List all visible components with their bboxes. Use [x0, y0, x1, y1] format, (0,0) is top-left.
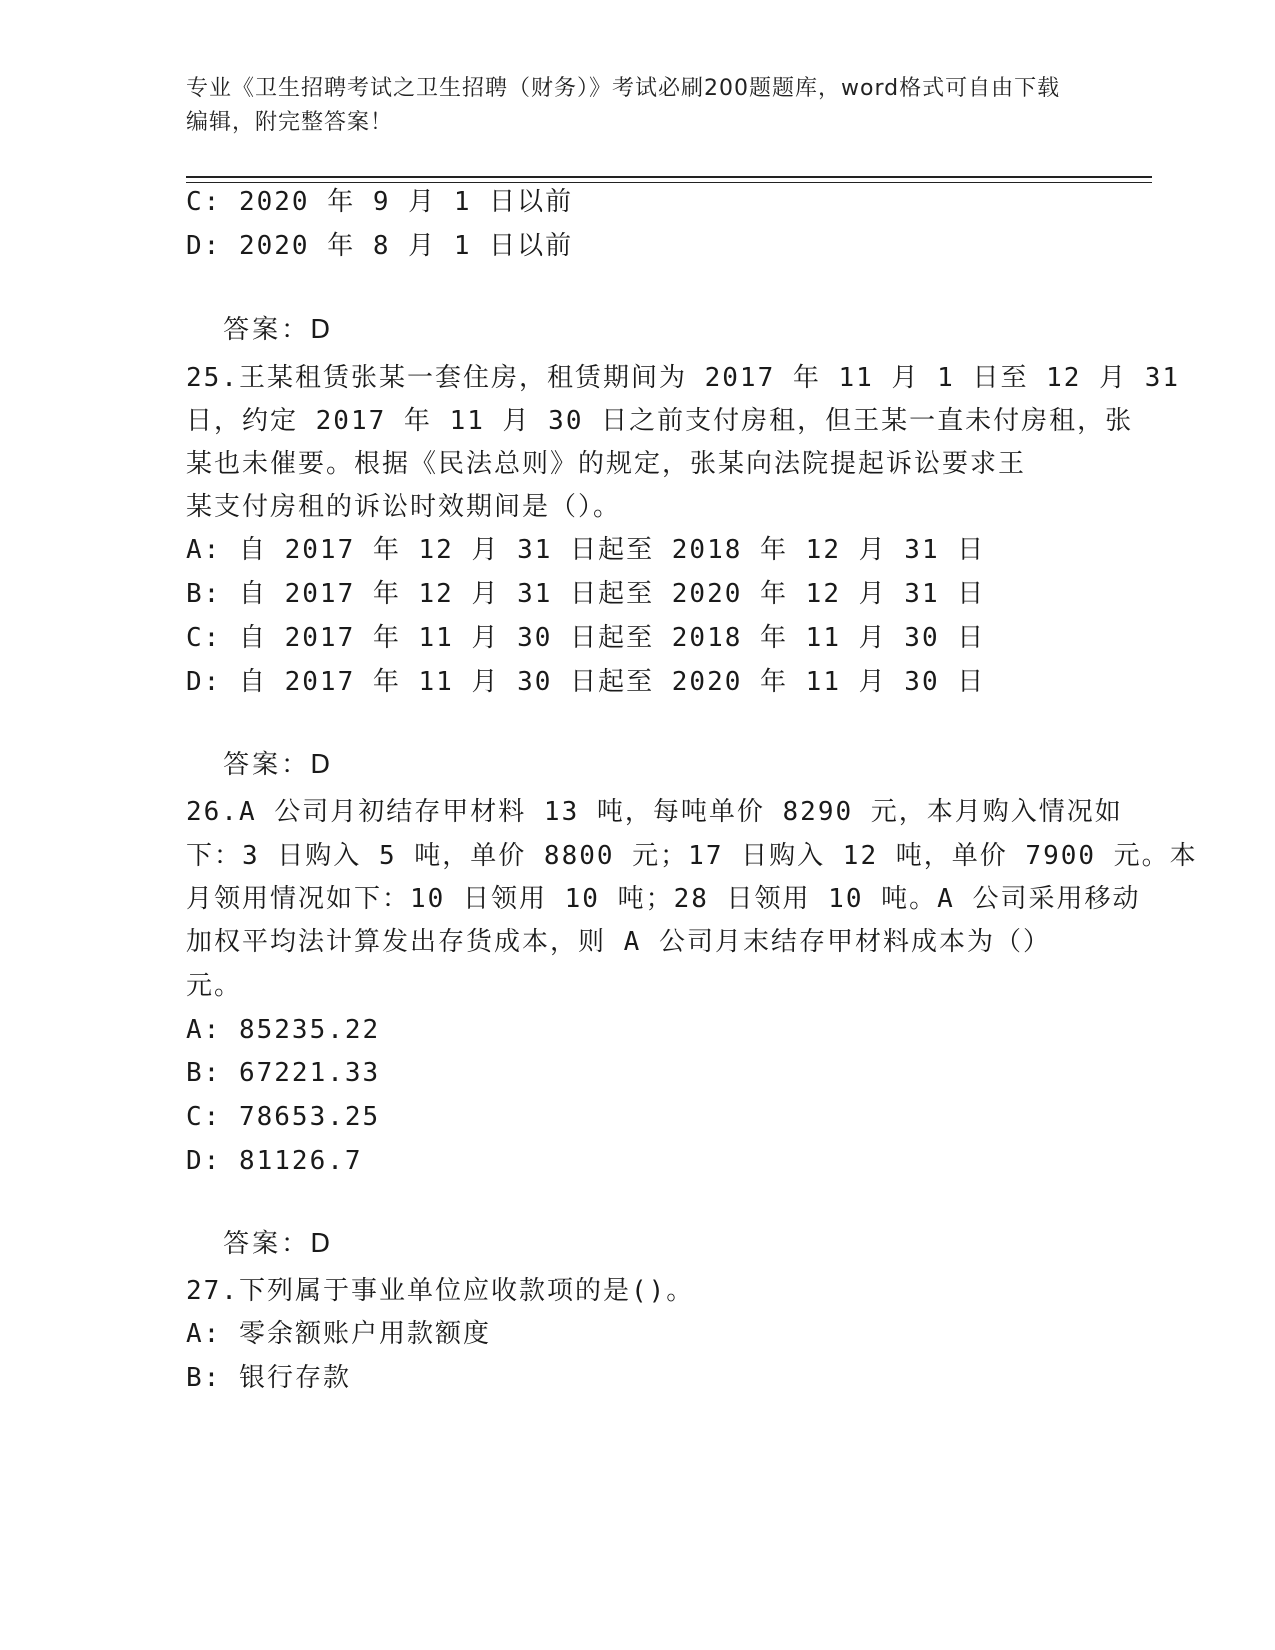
q24-option-c: C: 2020 年 9 月 1 日以前 — [186, 187, 574, 217]
q26-stem-line-3: 月领用情况如下：10 日领用 10 吨；28 日领用 10 吨。A 公司采用移动 — [186, 884, 1141, 914]
answer-label: 答案： — [223, 1229, 311, 1259]
header-divider — [186, 176, 1152, 178]
answer-label: 答案： — [223, 315, 311, 345]
q26-option-b: B: 67221.33 — [186, 1058, 381, 1088]
q25-stem-line-1: 25.王某租赁张某一套住房，租赁期间为 2017 年 11 月 1 日至 12 月 31 — [186, 363, 1181, 393]
document-header: 专业《卫生招聘考试之卫生招聘（财务）》考试必刷200题题库，word格式可自由下载编辑，附完整答案！ — [186, 76, 1061, 135]
answer-value: D — [310, 315, 332, 345]
answer-value: D — [310, 1229, 332, 1259]
q26-stem-line-5: 元。 — [186, 971, 243, 1001]
q26-stem-line-2: 下：3 日购入 5 吨，单价 8800 元；17 日购入 12 吨，单价 7900 元。本 — [186, 841, 1198, 871]
q27-option-a: A: 零余额账户用款额度 — [186, 1319, 491, 1349]
q26-stem-line-4: 加权平均法计算发出存货成本，则 A 公司月末结存甲材料成本为（） — [186, 927, 1051, 957]
answer-label: 答案： — [223, 750, 311, 780]
q26-option-a: A: 85235.22 — [186, 1015, 381, 1045]
answer-value: D — [310, 750, 332, 780]
q25-option-d: D: 自 2017 年 11 月 30 日起至 2020 年 11 月 30 日 — [186, 667, 986, 697]
q25-option-c: C: 自 2017 年 11 月 30 日起至 2018 年 11 月 30 日 — [186, 623, 986, 653]
q25-option-b: B: 自 2017 年 12 月 31 日起至 2020 年 12 月 31 日 — [186, 579, 986, 609]
q25-option-a: A: 自 2017 年 12 月 31 日起至 2018 年 12 月 31 日 — [186, 535, 986, 565]
q26-stem-line-1: 26.A 公司月初结存甲材料 13 吨，每吨单价 8290 元，本月购入情况如 — [186, 797, 1123, 827]
q25-stem-line-2: 日，约定 2017 年 11 月 30 日之前支付房租，但王某一直未付房租，张 — [186, 406, 1134, 436]
q27-stem-line-1: 27.下列属于事业单位应收款项的是()。 — [186, 1276, 695, 1306]
q25-stem-line-3: 某也未催要。根据《民法总则》的规定，张某向法院提起诉讼要求王 — [186, 449, 1027, 479]
q26-option-d: D: 81126.7 — [186, 1146, 363, 1176]
q27-option-b: B: 银行存款 — [186, 1363, 351, 1393]
q24-option-d: D: 2020 年 8 月 1 日以前 — [186, 231, 574, 261]
q26-option-c: C: 78653.25 — [186, 1102, 381, 1132]
q25-stem-line-4: 某支付房租的诉讼时效期间是（）。 — [186, 492, 622, 522]
